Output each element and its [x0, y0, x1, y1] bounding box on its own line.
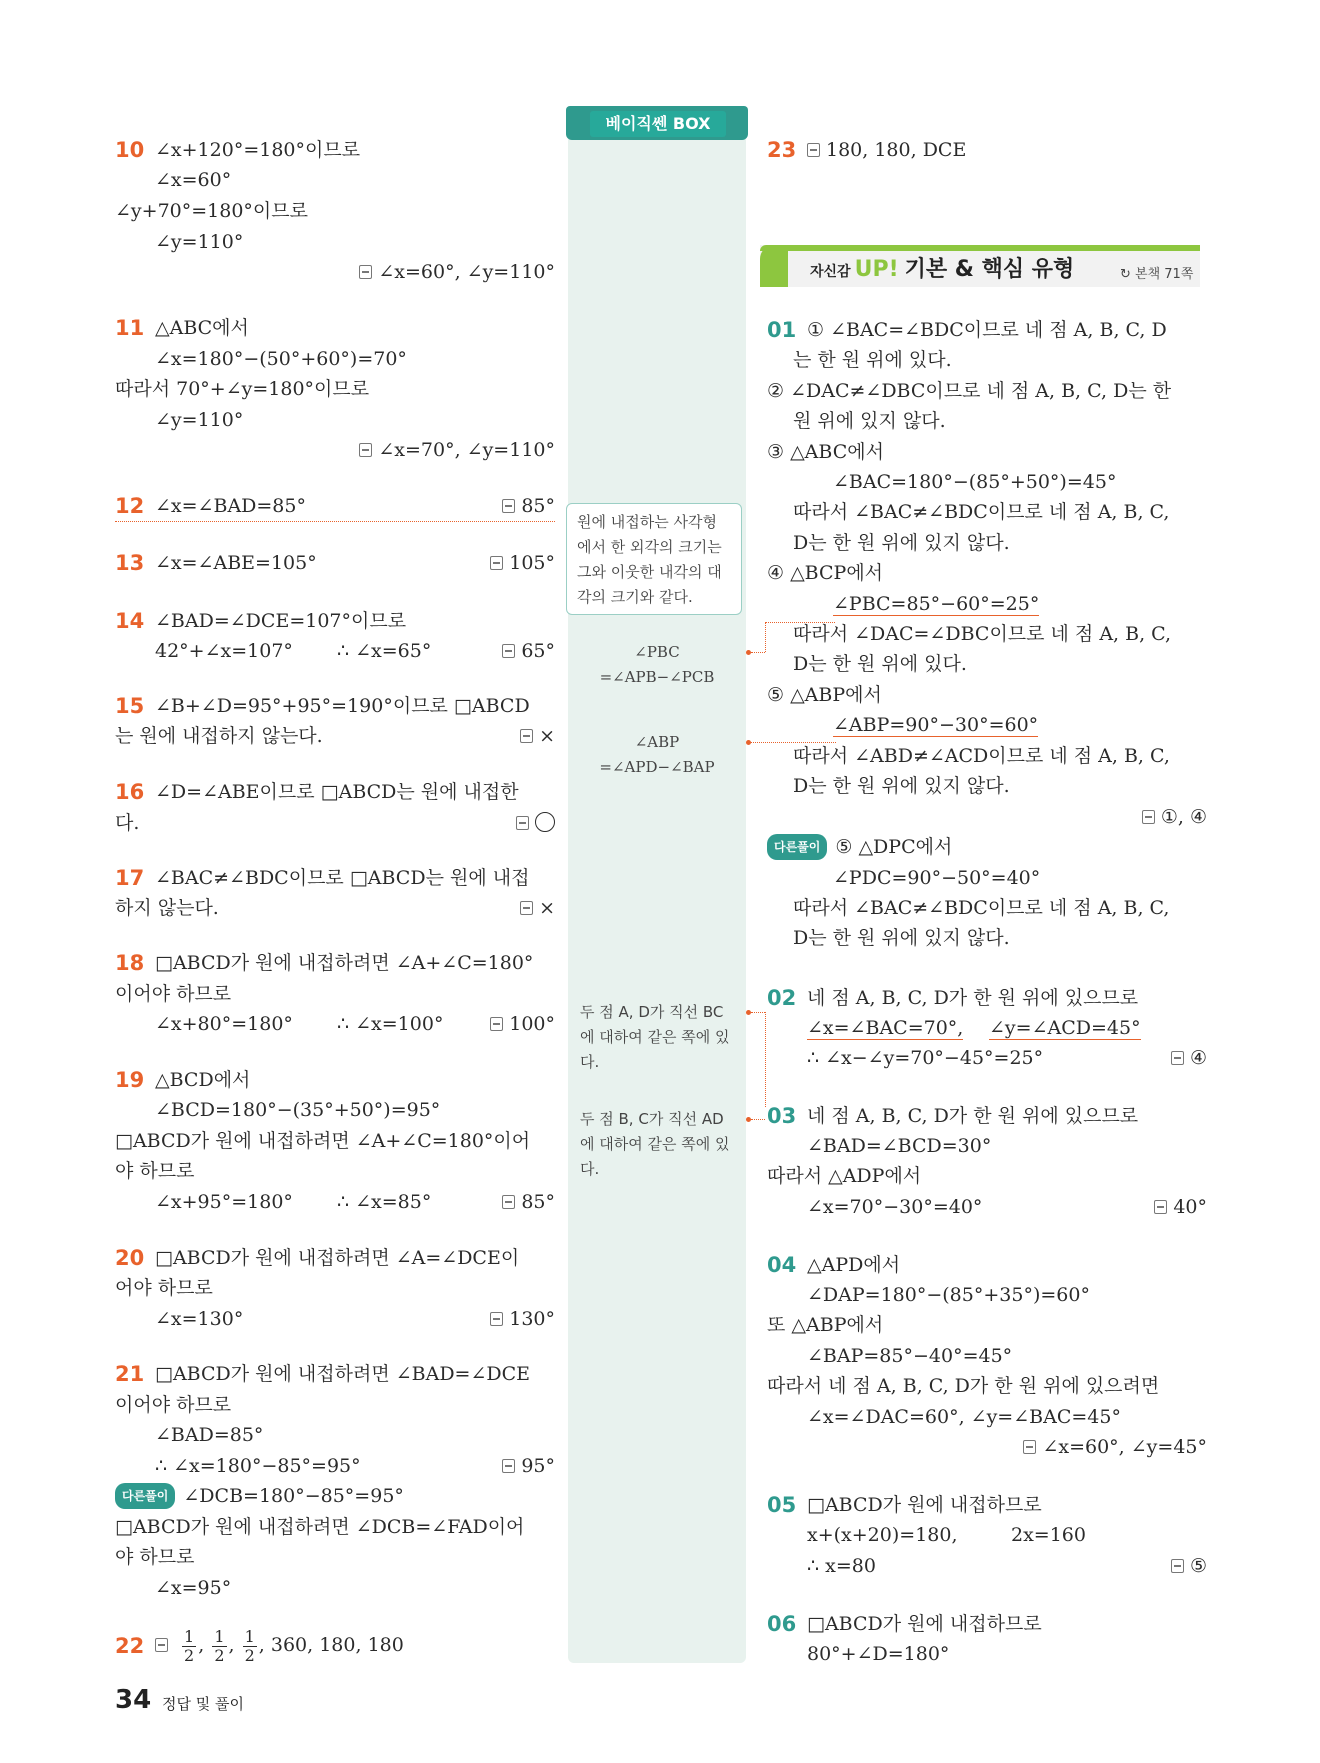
answer-icon [359, 443, 372, 457]
solution-line: 원 위에 있지 않다. [793, 410, 946, 432]
solution-line: ∠x=∠ABE=105° [155, 552, 317, 574]
solution-line: D는 한 원 위에 있다. [793, 653, 967, 675]
connector-line [765, 1012, 766, 1107]
tip-text: 다. [580, 1053, 600, 1071]
solution-line: D는 한 원 위에 있지 않다. [793, 775, 1010, 797]
refresh-icon: ↻ [1120, 267, 1136, 282]
solution-line: ∠y+70°=180°이므로 [115, 200, 308, 222]
answer-icon [502, 1195, 515, 1209]
connector-line [751, 742, 836, 743]
solution-line: ∠y=110° [155, 231, 244, 253]
problem-number: 20 [115, 1246, 145, 1270]
problem-number: 22 [115, 1634, 145, 1658]
basic-box-title: 베이직쎈 BOX [590, 111, 726, 137]
solution-line: ∠x+80°=180° [155, 1013, 293, 1035]
solution-line: 또 △ABP에서 [767, 1314, 884, 1336]
solution-line: △BCD에서 [155, 1069, 251, 1091]
answer-icon [490, 1017, 503, 1031]
answer-icon [490, 1312, 503, 1326]
solution-line: 42°+∠x=107° [155, 640, 293, 662]
answer-icon [155, 1638, 168, 1652]
solution-line: ∠BAC≠∠BDC이므로 □ABCD는 원에 내접 [155, 867, 530, 889]
tip-text: =∠APD−∠BAP [599, 758, 715, 776]
solution-line: 네 점 A, B, C, D가 한 원 위에 있으므로 [807, 987, 1139, 1009]
answer-icon [1171, 1051, 1184, 1065]
solution-line: ① ∠BAC=∠BDC이므로 네 점 A, B, C, D [807, 319, 1167, 341]
alt-solution-badge: 다른풀이 [767, 834, 827, 860]
solution-line: △APD에서 [807, 1254, 901, 1276]
solution-line: 야 하므로 [115, 1160, 195, 1182]
solution-line: $\frac{1}{2}$ , $\frac{1}{2}$ , $\frac{1}{2}$ , 360, 180, 180 [155, 1622, 404, 1668]
problem-number: 02 [767, 986, 797, 1010]
solution-line: ∠BAD=∠BCD=30° [807, 1135, 992, 1157]
solution-line: 이어야 하므로 [115, 1394, 232, 1416]
answer-icon [520, 729, 533, 743]
solution-line: ∠x=130° [155, 1308, 244, 1330]
answer: ∠x=60°, ∠y=45° [1023, 1435, 1207, 1459]
solution-line: ∴ ∠x−∠y=70°−45°=25° [807, 1047, 1044, 1069]
answer-icon [1023, 1440, 1036, 1454]
solution-line: ∠x+95°=180° [155, 1191, 293, 1213]
solution-line: 80°+∠D=180° [807, 1643, 950, 1665]
solution-line: □ABCD가 원에 내접하려면 ∠A+∠C=180° [155, 952, 534, 974]
solution-line: ∴ ∠x=65° [337, 640, 432, 662]
alt-solution-badge: 다른풀이 [115, 1483, 175, 1509]
answer: ∠x=70°, ∠y=110° [359, 438, 555, 462]
problem-number: 10 [115, 138, 145, 162]
answer: 105° [490, 551, 555, 575]
answer-icon [520, 901, 533, 915]
answer-icon [1142, 810, 1155, 824]
solution-line: ∠x=70°−30°=40° [807, 1196, 983, 1218]
solution-line: D는 한 원 위에 있지 않다. [793, 927, 1010, 949]
solution-line: ∠ABP=90°−30°=60° [833, 714, 1039, 736]
tip-text: 에 대하여 같은 쪽에 있 [580, 1028, 730, 1046]
tip-text: =∠APB−∠PCB [599, 668, 715, 686]
answer: × [520, 724, 555, 748]
answer-icon [1154, 1200, 1167, 1214]
solution-line: ∠B+∠D=95°+95°=190°이므로 □ABCD [155, 695, 530, 717]
solution-line: 따라서 ∠ABD≠∠ACD이므로 네 점 A, B, C, [793, 745, 1170, 767]
solution-line: □ABCD가 원에 내접하려면 ∠A+∠C=180°이어 [115, 1130, 531, 1152]
problem-number: 03 [767, 1104, 797, 1128]
divider [115, 521, 555, 522]
solution-line: ∠BAD=85° [155, 1424, 264, 1446]
answer-icon [502, 1459, 515, 1473]
fraction: $\frac{1}{2}$ [214, 1626, 225, 1665]
solution-line: 하지 않는다. [115, 897, 219, 919]
solution-line: 따라서 네 점 A, B, C, D가 한 원 위에 있으려면 [767, 1375, 1160, 1397]
solution-line: ∠D=∠ABE이므로 □ABCD는 원에 내접한 [155, 781, 519, 803]
answer-icon [807, 143, 820, 157]
solution-line: ∴ ∠x=85° [337, 1191, 432, 1213]
connector-line [765, 622, 766, 652]
solution-line: 따라서 70°+∠y=180°이므로 [115, 378, 370, 400]
answer [516, 811, 555, 835]
solution-line: △ABC에서 [155, 317, 249, 339]
answer: 95° [502, 1454, 555, 1478]
solution-line: 따라서 ∠BAC≠∠BDC이므로 네 점 A, B, C, [793, 501, 1170, 523]
tip-text: ∠ABP [634, 733, 680, 751]
answer: × [520, 896, 555, 920]
problem-number: 21 [115, 1362, 145, 1386]
alt-solution-line: 다른풀이 ∠DCB=180°−85°=95° [115, 1484, 404, 1511]
connector-line [751, 1119, 765, 1120]
problem-number: 06 [767, 1612, 797, 1636]
tip-text: ∠PBC [634, 643, 680, 661]
section-header-accent [760, 245, 1200, 251]
answer-icon [490, 556, 503, 570]
solution-line: ∠y=∠ACD=45° [989, 1017, 1141, 1039]
tip-text: 두 점 B, C가 직선 AD [580, 1110, 724, 1128]
answer: 100° [490, 1012, 555, 1036]
page-number: 34 [115, 1685, 152, 1715]
solution-line: 는 한 원 위에 있다. [793, 349, 952, 371]
problem-number: 18 [115, 951, 145, 975]
answer: ⑤ [1171, 1554, 1207, 1578]
solution-line: x+(x+20)=180, [807, 1524, 958, 1546]
solution-line: 다. [115, 812, 140, 834]
problem-number: 13 [115, 551, 145, 575]
problem-number: 17 [115, 866, 145, 890]
answer: 40° [1154, 1195, 1207, 1219]
solution-line: □ABCD가 원에 내접하려면 ∠BAD=∠DCE [155, 1363, 531, 1385]
solution-line: 따라서 △ADP에서 [767, 1165, 922, 1187]
solution-line: 야 하므로 [115, 1546, 195, 1568]
alt-solution-line: 다른풀이 ⑤ △DPC에서 [767, 835, 952, 862]
solution-line: ∠x=∠BAD=85° [155, 495, 306, 517]
answer: 130° [490, 1307, 555, 1331]
basic-box-panel [568, 118, 746, 1663]
solution-line: ④ △BCP에서 [767, 562, 884, 584]
answer-icon [502, 499, 515, 513]
solution-line: ∠x=95° [155, 1577, 232, 1599]
page-reference: ↻ 본책 71쪽 [1120, 267, 1194, 282]
solution-line: ∠y=110° [155, 409, 244, 431]
solution-line: ③ △ABC에서 [767, 441, 884, 463]
problem-number: 16 [115, 780, 145, 804]
tip-card: 원에 내접하는 사각형에서 한 외각의 크기는 그와 이웃한 내각의 대각의 크기와 같다. [566, 503, 742, 615]
solution-line: ⑤ △ABP에서 [767, 684, 882, 706]
solution-line: 따라서 ∠BAC≠∠BDC이므로 네 점 A, B, C, [793, 897, 1170, 919]
solution-line: □ABCD가 원에 내접하려면 ∠DCB=∠FAD이어 [115, 1516, 525, 1538]
answer: 85° [502, 1190, 555, 1214]
fraction: $\frac{1}{2}$ [244, 1626, 255, 1665]
tip-text: 두 점 A, D가 직선 BC [580, 1003, 724, 1021]
solution-line: ∠x=∠BAC=70°, [807, 1017, 964, 1039]
solution-line: 2x=160 [1011, 1524, 1086, 1546]
connector-line [751, 1012, 765, 1013]
solution-line: ∠BCD=180°−(35°+50°)=95° [155, 1099, 441, 1121]
solution-line: ∴ ∠x=180°−85°=95° [155, 1455, 361, 1477]
solution-line: ∠BAD=∠DCE=107°이므로 [155, 610, 407, 632]
solution-line: ② ∠DAC≠∠DBC이므로 네 점 A, B, C, D는 한 [767, 380, 1172, 402]
solution-line: ∠PDC=90°−50°=40° [833, 867, 1041, 889]
tip-text: 에 대하여 같은 쪽에 있 [580, 1135, 730, 1153]
circle-icon [535, 812, 555, 832]
section-header-tab [760, 245, 788, 287]
solution-line: D는 한 원 위에 있지 않다. [793, 532, 1010, 554]
solution-line: ∠x+120°=180°이므로 [155, 139, 361, 161]
solution-line: 네 점 A, B, C, D가 한 원 위에 있으므로 [807, 1105, 1139, 1127]
fraction: $\frac{1}{2}$ [184, 1626, 195, 1665]
solution-line: ∠x=180°−(50°+60°)=70° [155, 348, 407, 370]
tip-text: 다. [580, 1160, 600, 1178]
problem-number: 01 [767, 318, 797, 342]
answer: ∠x=60°, ∠y=110° [359, 260, 555, 284]
answer: ④ [1171, 1046, 1207, 1070]
solution-line: □ABCD가 원에 내접하므로 [807, 1613, 1042, 1635]
solution-line: ∠PBC=85°−60°=25° [833, 593, 1040, 615]
solution-line: ∠DAP=180°−(85°+35°)=60° [807, 1284, 1090, 1306]
problem-number: 14 [115, 609, 145, 633]
solution-line: ∴ ∠x=100° [337, 1013, 444, 1035]
answer: 180, 180, DCE [807, 138, 966, 162]
problem-number: 12 [115, 494, 145, 518]
solution-line: ∠BAC=180°−(85°+50°)=45° [833, 471, 1117, 493]
solution-line: 어야 하므로 [115, 1277, 213, 1299]
solution-line: 이어야 하므로 [115, 983, 232, 1005]
solution-line: □ABCD가 원에 내접하므로 [807, 1494, 1042, 1516]
section-title: 자신감 UP! 기본 & 핵심 유형 [810, 257, 1075, 282]
problem-number: 05 [767, 1493, 797, 1517]
solution-line: ∠x=∠DAC=60°, ∠y=∠BAC=45° [807, 1406, 1121, 1428]
answer: 85° [502, 494, 555, 518]
answer-icon [359, 265, 372, 279]
solution-line: 는 원에 내접하지 않는다. [115, 725, 323, 747]
answer-icon [1171, 1559, 1184, 1573]
answer: 65° [502, 639, 555, 663]
solution-line: 따라서 ∠DAC=∠DBC이므로 네 점 A, B, C, [793, 623, 1172, 645]
answer: ①, ④ [1142, 805, 1207, 829]
solution-line: ∠BAP=85°−40°=45° [807, 1345, 1013, 1367]
page-label: 정답 및 풀이 [162, 1695, 244, 1713]
problem-number: 15 [115, 694, 145, 718]
connector-line [751, 652, 765, 653]
problem-number: 19 [115, 1068, 145, 1092]
solution-line: ∠x=60° [155, 169, 232, 191]
solution-line: □ABCD가 원에 내접하려면 ∠A=∠DCE이 [155, 1247, 520, 1269]
answer-icon [502, 644, 515, 658]
problem-number: 11 [115, 316, 145, 340]
solution-line: ∴ x=80 [807, 1555, 876, 1577]
problem-number: 04 [767, 1253, 797, 1277]
answer-icon [516, 816, 529, 830]
problem-number: 23 [767, 138, 797, 162]
